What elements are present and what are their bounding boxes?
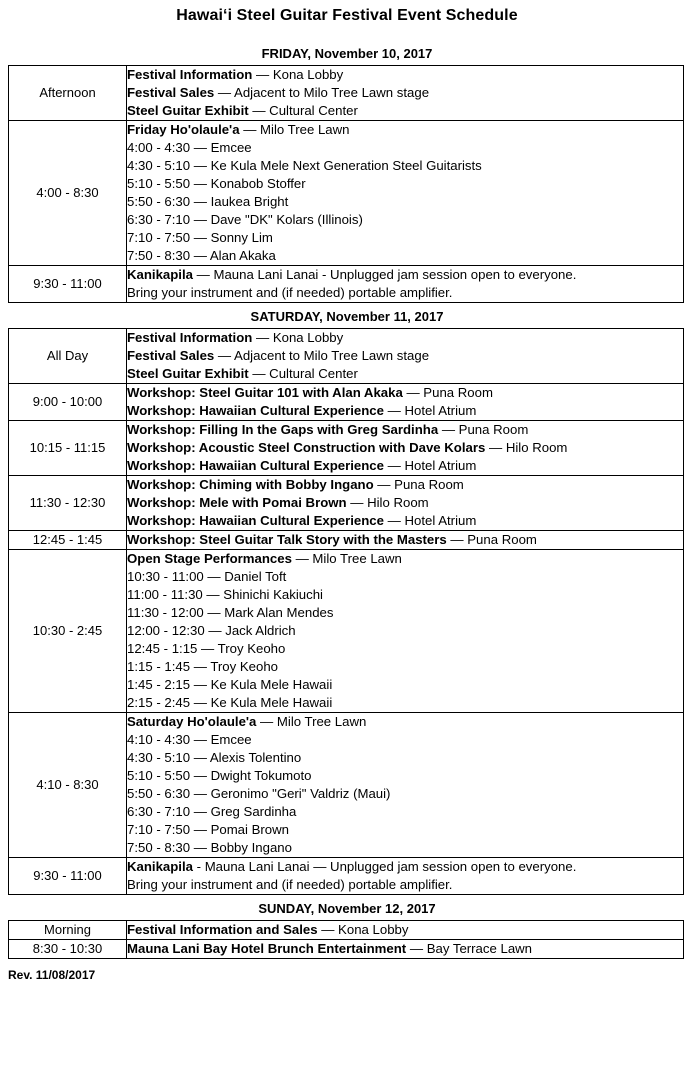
detail-line — [127, 157, 683, 175]
detail-line — [127, 550, 683, 568]
detail-line — [127, 676, 683, 694]
detail-line — [127, 858, 683, 876]
detail-line-text: — Puna Room — [402, 385, 493, 400]
row-detail — [127, 858, 684, 895]
row-time: 10:30 - 2:45 — [9, 550, 127, 713]
detail-line — [127, 749, 683, 767]
detail-line — [127, 821, 683, 839]
table-row — [9, 921, 684, 940]
detail-line-text: - Mauna Lani Lanai — Unplugged jam session open to everyone. — [192, 859, 577, 874]
row-time: 12:45 - 1:45 — [9, 531, 127, 550]
row-detail — [127, 550, 684, 713]
revision-note: Rev. 11/08/2017 — [8, 968, 96, 982]
detail-line-text: 4:30 - 5:10 — Alexis Tolentino — [127, 750, 302, 765]
detail-line — [127, 940, 683, 958]
detail-line-text: — Kona Lobby — [252, 330, 344, 345]
detail-line — [127, 175, 683, 193]
schedule-table — [8, 65, 684, 303]
detail-line — [127, 640, 683, 658]
detail-line-text: — Kona Lobby — [252, 67, 344, 82]
detail-line — [127, 839, 683, 857]
detail-line — [127, 586, 683, 604]
row-detail — [127, 921, 684, 940]
detail-line-text: — Milo Tree Lawn — [256, 714, 367, 729]
row-detail — [127, 476, 684, 531]
detail-line-text: 6:30 - 7:10 — Greg Sardinha — [127, 804, 297, 819]
detail-line — [127, 713, 683, 731]
table-row — [9, 121, 684, 266]
detail-line-title: Steel Guitar Exhibit — [127, 366, 249, 381]
detail-line-text: Bring your instrument and (if needed) portable amplifier. — [127, 877, 453, 892]
detail-line-text: 5:50 - 6:30 — Geronimo "Geri" Valdriz (Maui) — [127, 786, 391, 801]
detail-line-text: 4:30 - 5:10 — Ke Kula Mele Next Generation Steel Guitarists — [127, 158, 482, 173]
detail-line — [127, 457, 683, 475]
row-detail — [127, 713, 684, 858]
detail-line — [127, 102, 683, 120]
detail-line-text: 7:10 - 7:50 — Pomai Brown — [127, 822, 289, 837]
detail-line-title: Festival Sales — [127, 85, 215, 100]
table-row — [9, 384, 684, 421]
detail-line-text: — Hotel Atrium — [383, 403, 477, 418]
row-time: 4:10 - 8:30 — [9, 713, 127, 858]
detail-line — [127, 402, 683, 420]
detail-line — [127, 211, 683, 229]
detail-line — [127, 731, 683, 749]
detail-line — [127, 876, 683, 894]
detail-line-text: 10:30 - 11:00 — Daniel Toft — [127, 569, 287, 584]
detail-line-text: 7:50 - 8:30 — Alan Akaka — [127, 248, 276, 263]
detail-line-text: 11:30 - 12:00 — Mark Alan Mendes — [127, 605, 334, 620]
detail-line — [127, 84, 683, 102]
detail-line-text: — Adjacent to Milo Tree Lawn stage — [214, 85, 430, 100]
detail-line-title: Festival Information — [127, 67, 253, 82]
row-detail — [127, 940, 684, 959]
table-row — [9, 713, 684, 858]
detail-line-title: Workshop: Acoustic Steel Construction with Dave Kolars — [127, 440, 486, 455]
detail-line — [127, 384, 683, 402]
table-row — [9, 476, 684, 531]
row-detail — [127, 421, 684, 476]
page-title: Hawaiʻi Steel Guitar Festival Event Schedule — [176, 7, 518, 24]
detail-line — [127, 439, 683, 457]
detail-line — [127, 921, 683, 939]
detail-line — [127, 139, 683, 157]
detail-line-title: Festival Information — [127, 330, 253, 345]
detail-line-text: — Milo Tree Lawn — [239, 122, 350, 137]
detail-line-text: 1:15 - 1:45 — Troy Keoho — [127, 659, 279, 674]
detail-line-title: Friday Ho'olaule'a — [127, 122, 240, 137]
row-time: 10:15 - 11:15 — [9, 421, 127, 476]
schedule-table — [8, 328, 684, 895]
detail-line — [127, 284, 683, 302]
detail-line — [127, 476, 683, 494]
detail-line — [127, 66, 683, 84]
days-container — [0, 46, 694, 959]
detail-line-title: Workshop: Hawaiian Cultural Experience — [127, 513, 384, 528]
detail-line-text: 4:10 - 4:30 — Emcee — [127, 732, 252, 747]
detail-line-text: — Kona Lobby — [317, 922, 409, 937]
detail-line-text: — Cultural Center — [248, 103, 358, 118]
row-detail — [127, 329, 684, 384]
row-time: 9:30 - 11:00 — [9, 858, 127, 895]
detail-line-title: Festival Sales — [127, 348, 215, 363]
table-row — [9, 66, 684, 121]
detail-line — [127, 568, 683, 586]
detail-line-title: Mauna Lani Bay Hotel Brunch Entertainment — [127, 941, 407, 956]
detail-line-text: 2:15 - 2:45 — Ke Kula Mele Hawaii — [127, 695, 333, 710]
detail-line-text: — Cultural Center — [248, 366, 358, 381]
detail-line-title: Workshop: Filling In the Gaps with Greg Sardinha — [127, 422, 439, 437]
detail-line-text: — Hotel Atrium — [383, 513, 477, 528]
detail-line-text: — Puna Room — [373, 477, 464, 492]
detail-line-text: — Hilo Room — [485, 440, 568, 455]
detail-line-text: 5:10 - 5:50 — Konabob Stoffer — [127, 176, 306, 191]
detail-line-title: Workshop: Mele with Pomai Brown — [127, 495, 347, 510]
detail-line-text: — Hotel Atrium — [383, 458, 477, 473]
detail-line-text: — Bay Terrace Lawn — [406, 941, 533, 956]
table-row — [9, 266, 684, 303]
detail-line-title: Workshop: Chiming with Bobby Ingano — [127, 477, 374, 492]
detail-line-text: — Adjacent to Milo Tree Lawn stage — [214, 348, 430, 363]
detail-line-title: Open Stage Performances — [127, 551, 292, 566]
detail-line-text: Bring your instrument and (if needed) portable amplifier. — [127, 285, 453, 300]
detail-line-title: Workshop: Hawaiian Cultural Experience — [127, 458, 384, 473]
row-detail — [127, 384, 684, 421]
detail-line-text: — Milo Tree Lawn — [291, 551, 402, 566]
detail-line — [127, 767, 683, 785]
detail-line — [127, 421, 683, 439]
day-header: SUNDAY, November 12, 2017 — [258, 901, 436, 916]
detail-line-text: 4:00 - 4:30 — Emcee — [127, 140, 252, 155]
table-row — [9, 550, 684, 713]
detail-line — [127, 622, 683, 640]
detail-line-text: — Puna Room — [438, 422, 529, 437]
detail-line — [127, 785, 683, 803]
detail-line-text: — Mauna Lani Lanai - Unplugged jam session open to everyone. — [192, 267, 577, 282]
detail-line-text: 5:50 - 6:30 — Iaukea Bright — [127, 194, 289, 209]
row-time: 11:30 - 12:30 — [9, 476, 127, 531]
detail-line — [127, 347, 683, 365]
detail-line-title: Steel Guitar Exhibit — [127, 103, 249, 118]
detail-line-text: 7:50 - 8:30 — Bobby Ingano — [127, 840, 292, 855]
detail-line — [127, 604, 683, 622]
row-time: Afternoon — [9, 66, 127, 121]
detail-line-title: Kanikapila — [127, 859, 193, 874]
detail-line-text: 7:10 - 7:50 — Sonny Lim — [127, 230, 273, 245]
detail-line-text: 11:00 - 11:30 — Shinichi Kakiuchi — [127, 587, 323, 602]
day-header: FRIDAY, November 10, 2017 — [261, 46, 433, 61]
table-row — [9, 858, 684, 895]
detail-line-title: Saturday Ho'olaule'a — [127, 714, 257, 729]
detail-line-text: 12:45 - 1:15 — Troy Keoho — [127, 641, 286, 656]
detail-line — [127, 494, 683, 512]
detail-line-title: Workshop: Steel Guitar Talk Story with the Masters — [127, 532, 447, 547]
row-time: 9:30 - 11:00 — [9, 266, 127, 303]
schedule-table — [8, 920, 684, 959]
row-detail — [127, 531, 684, 550]
detail-line — [127, 266, 683, 284]
row-time: 8:30 - 10:30 — [9, 940, 127, 959]
day-header: SATURDAY, November 11, 2017 — [250, 309, 444, 324]
detail-line — [127, 694, 683, 712]
row-time: Morning — [9, 921, 127, 940]
table-row — [9, 940, 684, 959]
row-detail — [127, 66, 684, 121]
detail-line-text: 5:10 - 5:50 — Dwight Tokumoto — [127, 768, 312, 783]
detail-line-title: Workshop: Steel Guitar 101 with Alan Akaka — [127, 385, 403, 400]
detail-line — [127, 658, 683, 676]
detail-line — [127, 803, 683, 821]
detail-line — [127, 365, 683, 383]
detail-line — [127, 247, 683, 265]
row-detail — [127, 266, 684, 303]
detail-line — [127, 329, 683, 347]
detail-line — [127, 512, 683, 530]
detail-line — [127, 531, 683, 549]
table-row — [9, 531, 684, 550]
detail-line — [127, 229, 683, 247]
detail-line — [127, 121, 683, 139]
row-time: 4:00 - 8:30 — [9, 121, 127, 266]
detail-line-text: 6:30 - 7:10 — Dave "DK" Kolars (Illinois) — [127, 212, 363, 227]
detail-line-title: Festival Information and Sales — [127, 922, 318, 937]
detail-line-text: — Puna Room — [446, 532, 537, 547]
row-time: 9:00 - 10:00 — [9, 384, 127, 421]
detail-line-text: — Hilo Room — [346, 495, 429, 510]
table-row — [9, 421, 684, 476]
schedule-page — [0, 6, 694, 1067]
detail-line — [127, 193, 683, 211]
row-time: All Day — [9, 329, 127, 384]
detail-line-title: Kanikapila — [127, 267, 193, 282]
detail-line-title: Workshop: Hawaiian Cultural Experience — [127, 403, 384, 418]
table-row — [9, 329, 684, 384]
detail-line-text: 12:00 - 12:30 — Jack Aldrich — [127, 623, 296, 638]
row-detail — [127, 121, 684, 266]
detail-line-text: 1:45 - 2:15 — Ke Kula Mele Hawaii — [127, 677, 333, 692]
